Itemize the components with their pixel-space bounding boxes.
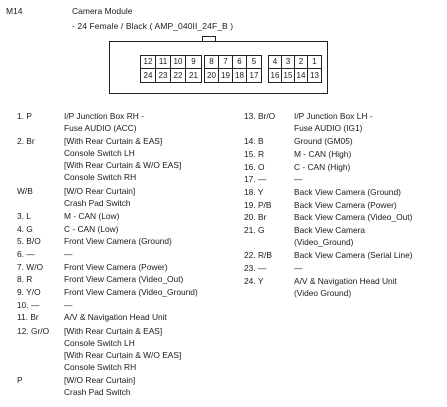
pin-description: Fuse AUDIO (ACC): [64, 123, 137, 134]
module-title: Camera Module: [72, 6, 133, 16]
pin-description: Ground (GM05): [294, 136, 353, 147]
connector-pin: 11: [156, 56, 171, 69]
pin-number: 12. Gr/O: [17, 325, 50, 336]
pin-number: 13. Br/O: [244, 111, 276, 121]
pin-number: 3. L: [17, 210, 31, 221]
pin-number: 10. —: [17, 299, 40, 310]
pin-group-middle: [204, 55, 262, 83]
pin-description: [With Rear Curtain & W/O EAS]: [64, 160, 182, 171]
pin-description: —: [294, 263, 303, 273]
pin-description: Crash Pad Switch: [64, 386, 131, 397]
connector-pin: 4: [269, 56, 282, 69]
pin-description: Front View Camera (Power): [64, 261, 168, 272]
connector-pin: 8: [205, 56, 219, 69]
connector-pin: 16: [269, 69, 282, 82]
connector-pin: 13: [310, 70, 319, 80]
pin-number: 1. P: [17, 111, 32, 121]
connector-pin: 15: [282, 69, 295, 82]
pin-description: A/V & Navigation Head Unit: [64, 312, 167, 323]
connector-code: M14: [6, 6, 23, 16]
pin-description: A/V & Navigation Head Unit: [294, 275, 397, 286]
connector-pin: 7: [219, 56, 233, 69]
pin-description: Back View Camera (Power): [294, 199, 397, 210]
pin-number: 19. P/B: [244, 199, 272, 210]
pin-description: (Video Ground): [294, 287, 352, 298]
connector-pin: 20: [205, 69, 219, 82]
pin-description: Front View Camera (Video_Out): [64, 274, 184, 285]
pin-description: Console Switch RH: [64, 361, 137, 372]
pin-number: 5. B/O: [17, 236, 41, 247]
pin-number: 24. Y: [244, 275, 264, 286]
pin-number: 2. Br: [17, 136, 35, 147]
pin-description: Back View Camera (Ground): [294, 187, 401, 197]
pin-description: Fuse AUDIO (IG1): [294, 123, 363, 134]
pin-description: [W/O Rear Curtain]: [64, 185, 136, 196]
pin-description: C - CAN (Low): [64, 223, 119, 234]
pin-number: W/B: [17, 185, 33, 196]
pin-number: 11. Br: [17, 312, 39, 323]
connector-pin: 18: [233, 69, 247, 82]
pin-description: Console Switch RH: [64, 172, 137, 183]
pin-description: M - CAN (Low): [64, 210, 120, 221]
pin-description: [W/O Rear Curtain]: [64, 374, 136, 385]
pin-number: 15. R: [244, 148, 265, 159]
connector-pin: 1: [308, 56, 321, 69]
pin-description: I/P Junction Box LH -: [294, 111, 373, 121]
pin-number: 21. G: [244, 225, 265, 236]
pin-description: Crash Pad Switch: [64, 197, 131, 208]
pin-number: 6. —: [17, 248, 35, 259]
pin-description: Front View Camera (Video_Ground): [64, 287, 198, 297]
pin-number: 22. R/B: [244, 250, 272, 261]
pin-description: M - CAN (High): [294, 148, 352, 159]
pin-description: Back View Camera: [294, 225, 366, 236]
pin-number: 7. W/O: [17, 261, 44, 272]
connector-pin: 5: [247, 56, 261, 69]
pin-number: P: [17, 374, 23, 385]
connector-pin: 2: [295, 56, 308, 69]
pin-number: 16. O: [244, 161, 265, 172]
pin-description: C - CAN (High): [294, 161, 351, 172]
pin-description: —: [64, 299, 73, 310]
connector-pin: 17: [249, 70, 259, 80]
pin-description: Console Switch LH: [64, 337, 135, 348]
pin-group-left: [140, 55, 202, 83]
connector-pin: 19: [219, 69, 233, 82]
connector-pin: 14: [295, 69, 308, 82]
pin-number: 17. —: [244, 174, 267, 185]
pin-description: [With Rear Curtain & EAS]: [64, 136, 163, 147]
connector-pin: 10: [171, 56, 186, 69]
connector-spec: - 24 Female / Black ( AMP_040II_24F_B ): [72, 21, 234, 31]
connector-pin: 21: [189, 70, 198, 80]
pin-number: 4. G: [17, 223, 33, 234]
pin-number: 20. Br: [244, 212, 267, 223]
pin-number: 18. Y: [244, 187, 264, 197]
connector-pin: 6: [233, 56, 247, 69]
pin-description: Back View Camera (Video_Out): [294, 212, 413, 223]
connector-pin: 24: [141, 69, 156, 82]
pin-number: 23. —: [244, 263, 267, 273]
pin-description: —: [294, 174, 303, 185]
pin-description: [With Rear Curtain & W/O EAS]: [64, 349, 182, 360]
pin-description: [With Rear Curtain & EAS]: [64, 325, 163, 336]
pin-description: Console Switch LH: [64, 148, 135, 159]
connector-pin: 3: [282, 56, 295, 69]
pin-number: 8. R: [17, 274, 33, 285]
connector-pin: 9: [186, 56, 201, 69]
connector-pin: 12: [141, 56, 156, 69]
pin-description: I/P Junction Box RH -: [64, 111, 144, 121]
pin-description: Back View Camera (Serial Line): [294, 250, 413, 261]
pin-number: 9. Y/O: [17, 287, 41, 297]
pin-description: (Video_Ground): [294, 237, 354, 248]
pin-number: 14. B: [244, 136, 264, 147]
connector-pin: 22: [171, 69, 186, 82]
pin-group-right: [268, 55, 322, 83]
pin-description: —: [64, 248, 73, 259]
connector-pin: 23: [156, 69, 171, 82]
pin-description: Front View Camera (Ground): [64, 236, 172, 247]
